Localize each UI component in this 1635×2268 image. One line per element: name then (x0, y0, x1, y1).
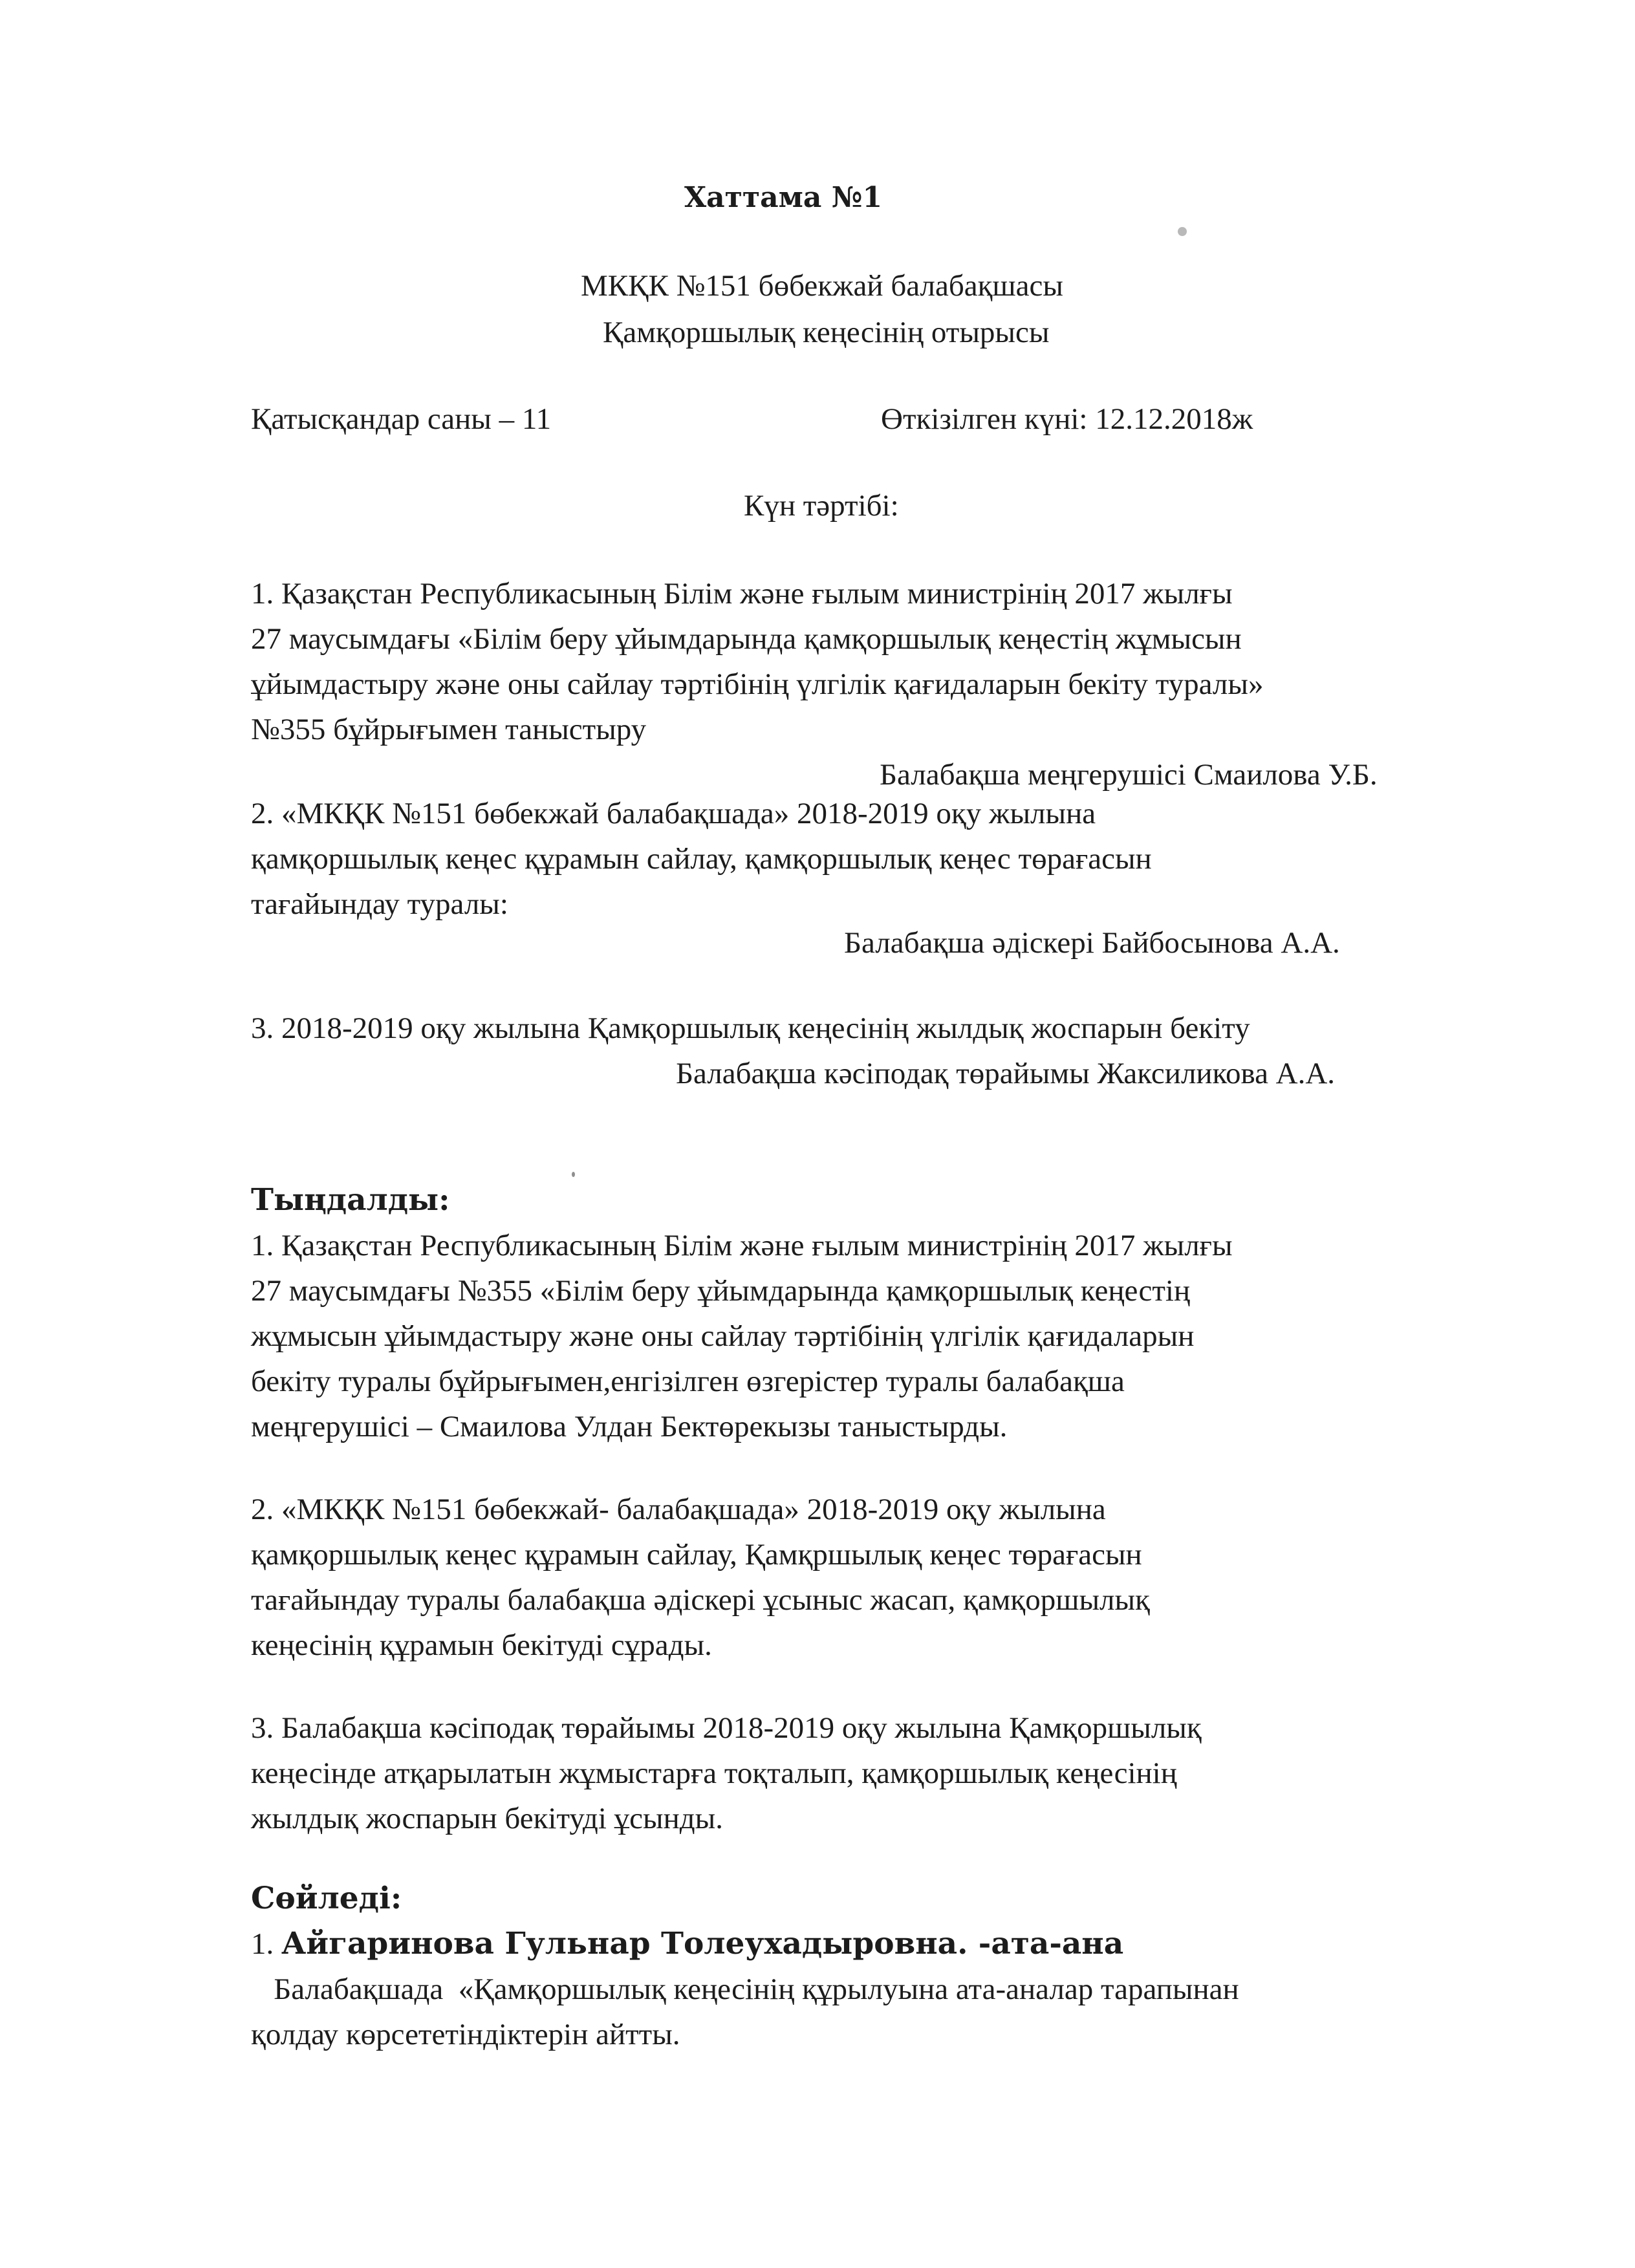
agenda-heading: Күн тәртібі: (744, 489, 899, 523)
agenda-item-2-line-2: қамқоршылық кеңес құрамын сайлау, қамқоршылық кеңес төрағасын (251, 842, 1152, 876)
document-title: Хаттама №1 (684, 181, 883, 214)
agenda-item-2-line-3: тағайындау туралы: (251, 887, 508, 921)
speaker-1-name: Айгаринова Гульнар Толеухадыровна. -ата-ана (281, 1926, 1124, 1961)
meeting-date: Өткізілген күні: 12.12.2018ж (881, 402, 1253, 436)
heard-item-3-line-2: кеңесінде атқарылатын жұмыстарға тоқталып, қамқоршылық кеңесінің (251, 1756, 1177, 1790)
heard-item-1-line-2: 27 маусымдағы №355 «Білім беру ұйымдарында қамқоршылық кеңестің (251, 1274, 1191, 1308)
heard-heading: Тыңдалды: (251, 1182, 450, 1218)
agenda-item-1-line-4: №355 бұйрығымен таныстыру (251, 713, 647, 746)
agenda-item-3-line-1: 3. 2018-2019 оқу жылына Қамқоршылық кеңесінің жылдық жоспарын бекіту (251, 1011, 1250, 1045)
speaker-1-text-line-1: Балабақшада «Қамқоршылық кеңесінің құрылуына ата-аналар тарапынан (251, 1972, 1239, 2006)
speaker-1-number: 1. (251, 1927, 281, 1961)
meeting-name: Қамқоршылық кеңесінің отырысы (603, 316, 1050, 349)
heard-item-1-line-3: жұмысын ұйымдастыру және оны сайлау тәртібінің үлгілік қағидаларын (251, 1319, 1195, 1353)
agenda-item-1-line-3: ұйымдастыру және оны сайлау тәртібінің үлгілік қағидаларын бекіту туралы» (251, 667, 1264, 701)
speaker-1-line (251, 1925, 1123, 1963)
spoke-heading: Сөйледі: (251, 1881, 402, 1916)
agenda-item-1-line-1: 1. Қазақстан Республикасының Білім және ғылым министрінің 2017 жылғы (251, 577, 1233, 610)
speaker-1-text-line-2: қолдау көрсететіндіктерін айтты. (251, 2018, 680, 2051)
heard-item-1-line-1: 1. Қазақстан Республикасының Білім және ғылым министрінің 2017 жылғы (251, 1229, 1233, 1262)
heard-item-2-line-2: қамқоршылық кеңес құрамын сайлау, Қамқршылық кеңес төрағасын (251, 1538, 1142, 1571)
heard-item-2-line-1: 2. «МКҚК №151 бөбекжай- балабақшада» 2018-2019 оқу жылына (251, 1493, 1106, 1526)
scan-speck (572, 1172, 575, 1177)
agenda-item-2-line-1: 2. «МКҚК №151 бөбекжай балабақшада» 2018-2019 оқу жылына (251, 797, 1096, 830)
agenda-item-3-speaker: Балабақша кәсіподақ төрайымы Жаксиликова А.А. (676, 1057, 1336, 1090)
scan-speck (1178, 227, 1187, 236)
heard-item-1-line-5: меңгерушісі – Смаилова Улдан Бектөрекызы таныстырды. (251, 1410, 1008, 1443)
heard-item-1-line-4: бекіту туралы бұйрығымен,енгізілген өзгерістер туралы балабақша (251, 1365, 1125, 1398)
heard-item-3-line-1: 3. Балабақша кәсіподақ төрайымы 2018-2019 оқу жылына Қамқоршылық (251, 1711, 1202, 1745)
heard-item-2-line-3: тағайындау туралы балабақша әдіскері ұсыныс жасап, қамқоршылық (251, 1583, 1150, 1617)
agenda-item-2-speaker: Балабақша әдіскері Байбосынова А.А. (844, 926, 1340, 960)
agenda-item-1-speaker: Балабақша меңгерушісі Смаилова У.Б. (880, 758, 1378, 792)
participants-count: Қатысқандар саны – 11 (251, 402, 552, 436)
heard-item-2-line-4: кеңесінің құрамын бекітуді сұрады. (251, 1628, 712, 1662)
organization-name: МКҚК №151 бөбекжай балабақшасы (581, 269, 1063, 303)
heard-item-3-line-3: жылдық жоспарын бекітуді ұсынды. (251, 1802, 723, 1835)
agenda-item-1-line-2: 27 маусымдағы «Білім беру ұйымдарында қамқоршылық кеңестің жұмысын (251, 622, 1242, 656)
